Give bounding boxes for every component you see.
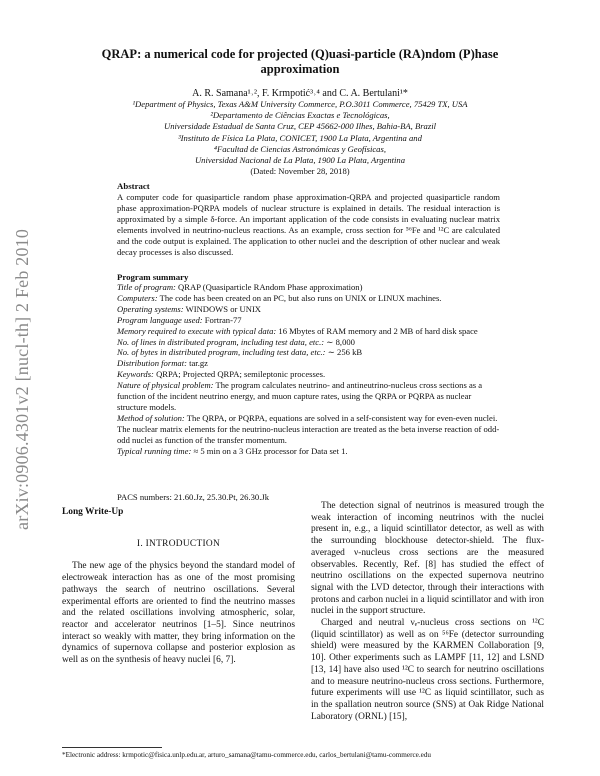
affiliations bbox=[80, 99, 520, 177]
program-summary-heading: Program summary bbox=[117, 272, 189, 282]
summary-value: The code has been created on an PC, but also runs on UNIX or LINUX machines. bbox=[159, 292, 442, 303]
affiliation-line: Universidad Nacional de La Plata, 1900 La Plata, Argentina bbox=[194, 155, 406, 166]
summary-value: ≈ 5 min on a 3 GHz processor for Data set 1. bbox=[193, 445, 348, 456]
summary-item bbox=[117, 369, 500, 380]
summary-label: No. of lines in distributed program, including test data, etc.: bbox=[117, 336, 325, 347]
summary-item bbox=[117, 446, 500, 457]
summary-item bbox=[117, 380, 500, 413]
summary-label: No. of bytes in distributed program, including test data, etc.: bbox=[117, 347, 326, 358]
introduction-paragraph: The new age of the physics beyond the standard model of electroweak interaction has as one of the most promising pathways the search of neutrino oscillations. Several experimental efforts are oriented to find the neutrino masses and the related oscillations involving atmospheric, solar, reactor and accelerator neutrinos [1–5]. Since neutrinos interact so weakly with matter, they bring information on the dynamics of supernova collapse and posterior explosion as well as on the synthesis of heavy nuclei [6, 7]. bbox=[62, 561, 295, 666]
footnote-email: *Electronic address: krmpotic@fisica.unlp.edu.ar, arturo_samana@tamu-commerce.edu, carlos_bertulani@tamu-commerce.edu bbox=[62, 751, 432, 759]
summary-value: QRAP (Quasiparticle RAndom Phase approximation) bbox=[178, 282, 363, 292]
summary-value: tar.gz bbox=[189, 358, 208, 369]
summary-item bbox=[117, 347, 500, 358]
summary-item bbox=[117, 413, 500, 446]
affiliation-line: Universidade Estadual de Santa Cruz, CEP 45662-000 Ilhes, Bahia-BA, Brazil bbox=[164, 121, 436, 132]
summary-label: Computers: bbox=[117, 292, 158, 303]
summary-value: ∼ 256 kB bbox=[327, 347, 363, 358]
paper-title: QRAP: a numerical code for projected (Q)uasi-particle (RA)ndom (P)hase approximation bbox=[101, 47, 499, 76]
pacs-numbers: PACS numbers: 21.60.Jz, 25.30.Pt, 26.30.Jk bbox=[117, 492, 270, 502]
arxiv-identifier: arXiv:0906.4301v2 [nucl-th] 2 Feb 2010 bbox=[12, 228, 32, 530]
abstract-heading: Abstract bbox=[117, 181, 150, 191]
summary-label: Nature of physical problem: bbox=[117, 380, 214, 391]
summary-label: Distribution format: bbox=[117, 358, 187, 369]
summary-label: Keywords: bbox=[117, 369, 154, 380]
affiliation-line: ²Departamento de Ciências Exactas e Tecnológicas, bbox=[210, 110, 390, 121]
abstract-text: A computer code for quasiparticle random phase approximation-QRPA and projected quasiparticle random phase approximation-PQRPA models of nuclear structure is explained in details. The residual interaction is approximated by a simple δ-force. An important application of the code consists in evaluating nuclear matrix elements involved in neutrino-nucleus reactions. As an example, cross section for ⁵⁶Fe and ¹²C are calculated and the code output is explained. The application to other nuclei and the description of other nuclear and weak decay processes is also discussed. bbox=[117, 192, 500, 257]
author-list: A. R. Samana¹˒², F. Krmpotić³˒⁴ and C. A. Bertulani¹* bbox=[192, 88, 408, 99]
long-writeup-heading: Long Write-Up bbox=[62, 507, 124, 517]
summary-label: Title of program: bbox=[117, 282, 176, 292]
affiliation-line: ¹Department of Physics, Texas A&M University Commerce, P.O.3011 Commerce, 75429 TX, USA bbox=[132, 99, 468, 109]
body-paragraph: The detection signal of neutrinos is measured trough the weak interaction of incoming neutrinos with the nuclei present in, e.g., a liquid scintillator detector, as well as with the surrounding blockhouse detector-shield. The flux-averaged ν-nucleus cross sections are the measured observables. Recently, Ref. [8] has studied the effect of neutrino oscillations on the expected supernova neutrino signal with the LVD detector, through their interactions with protons and carbon nuclei in a liquid scintillator and with iron nuclei in the support structure. bbox=[311, 501, 544, 617]
affiliation-line: ⁴Facultad de Ciencias Astronómicas y Geofísicas, bbox=[214, 143, 386, 154]
summary-item bbox=[117, 326, 500, 337]
date-line: (Dated: November 28, 2018) bbox=[250, 166, 350, 177]
summary-item bbox=[117, 304, 500, 315]
affiliation-line: ³Instituto de Física La Plata, CONICET, 1900 La Plata, Argentina and bbox=[178, 132, 422, 143]
program-summary bbox=[117, 282, 500, 457]
body-paragraph: Charged and neutral νₑ-nucleus cross sections on ¹²C (liquid scintillator) as well as on ⁵⁶Fe (detector surrounding shield) were measured by the KARMEN Collaboration [9, 10]. Other experiments such as LAMPF [11, 12] and LSND [13, 14] have also used ¹²C to search for neutrino oscillations and to measure neutrino-nucleus cross sections. Furthermore, future experiments will use ¹²C as liquid scintillator, such as in the spallation neutron source (SNS) at Oak Ridge National Laboratory (ORNL) [15], bbox=[311, 618, 544, 722]
summary-label: Method of solution: bbox=[117, 412, 185, 423]
summary-value: WINDOWS or UNIX bbox=[185, 303, 262, 314]
summary-item bbox=[117, 315, 500, 326]
summary-label: Program language used: bbox=[117, 314, 203, 325]
summary-label: Typical running time: bbox=[117, 445, 192, 456]
summary-value: The QRPA, or PQRPA, equations are solved in a self-consistent way for even-even nuclei. The nuclear matrix elements for the neutrino-nucleus interaction are treated as the beta inverse reaction of odd-odd nuclei as function of the transfer momentum. bbox=[117, 412, 500, 445]
footnote-divider bbox=[62, 747, 162, 748]
section-heading-introduction: I. INTRODUCTION bbox=[136, 538, 221, 549]
summary-value: QRPA; Projected QRPA; semileptonic processes. bbox=[156, 369, 326, 380]
summary-item bbox=[117, 282, 500, 293]
right-column bbox=[311, 495, 544, 723]
summary-value: Fortran-77 bbox=[204, 314, 242, 325]
summary-item bbox=[117, 358, 500, 369]
summary-label: Memory required to execute with typical data: bbox=[117, 325, 277, 336]
summary-value: 16 Mbytes of RAM memory and 2 MB of hard disk space bbox=[278, 325, 478, 336]
left-column bbox=[62, 495, 295, 667]
summary-label: Operating systems: bbox=[117, 303, 184, 314]
summary-value: The program calculates neutrino- and antineutrino-nucleus cross sections as a function of the incident neutrino energy, and muon capture rates, using the QRPA or PQRPA as nuclear structure models. bbox=[117, 380, 483, 412]
summary-item bbox=[117, 293, 500, 304]
summary-item bbox=[117, 337, 500, 348]
summary-value: ∼ 8,000 bbox=[326, 336, 355, 347]
